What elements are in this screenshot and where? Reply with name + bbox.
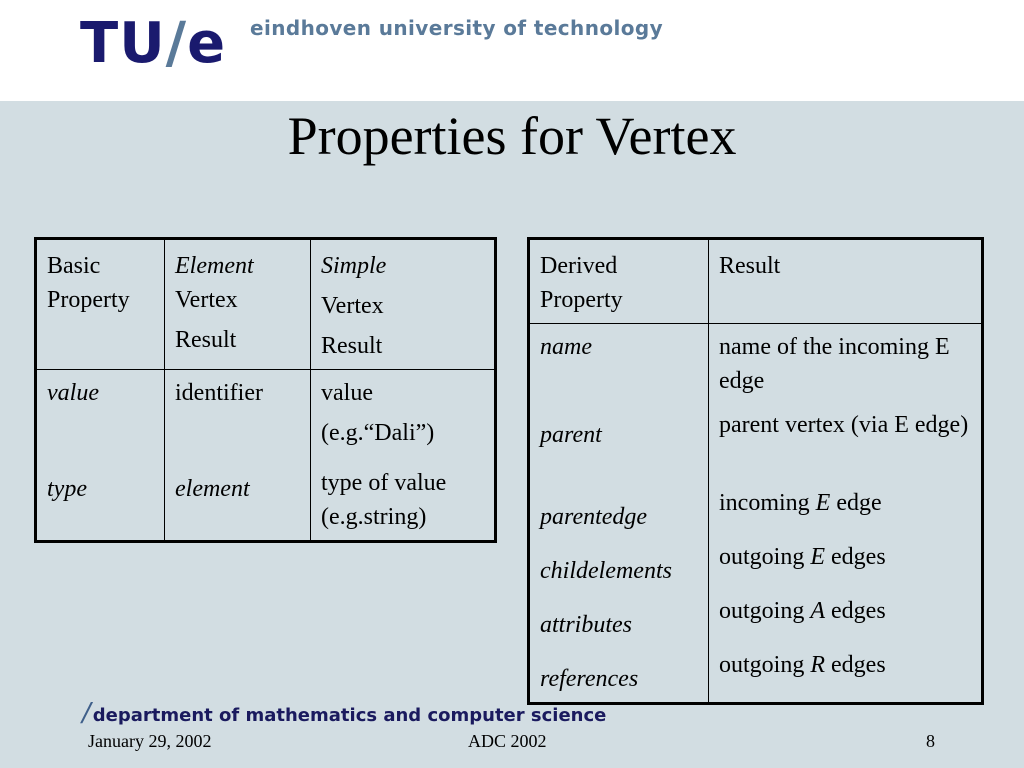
footer-event: ADC 2002 [468,731,547,751]
table-row [529,324,983,704]
header-text: Vertex [175,287,238,313]
footer-date: January 29, 2002 [88,731,212,751]
header-cell-simple [311,239,496,370]
department-name: department of mathematics and computer science [92,705,607,726]
basic-property-table [34,237,497,543]
property-name: attributes [540,612,633,638]
result-text: parent vertex (via E edge) [719,412,969,438]
header-text: Result [719,253,781,279]
header-bar [0,0,1024,101]
simple-text: type of value [321,470,447,496]
header-text: Element [175,253,254,279]
property-name: parentedge [540,504,648,530]
header-text: Result [321,333,383,359]
result-text: outgoing A edges [719,598,886,624]
property-name: childelements [540,558,672,584]
logo-e-text: e [187,11,227,76]
result-text: incoming E edge [719,490,882,516]
header-text: Property [47,287,130,313]
table-header-row [36,239,496,370]
header-text: Simple [321,253,387,279]
logo-tu-text: TU [80,11,166,76]
table-header-row [529,239,983,324]
department-footer [82,698,606,728]
simple-cell [311,370,496,542]
element-cell [165,370,311,542]
property-name: name [540,334,592,360]
result-text: outgoing E edges [719,544,886,570]
property-text: value [47,380,99,406]
element-text: element [175,476,250,502]
element-text: identifier [175,380,263,406]
header-cell-basic-property [36,239,165,370]
property-column [529,324,709,704]
result-text: name of the incoming E edge [719,334,950,394]
property-name: references [540,666,639,692]
result-column [709,324,983,704]
table-row [36,370,496,542]
header-cell-derived-property [529,239,709,324]
university-name: eindhoven university of technology [250,16,664,40]
dept-slash: / [82,698,91,728]
result-text: outgoing R edges [719,652,886,678]
property-cell [36,370,165,542]
page-number: 8 [926,731,935,751]
slide-title: Properties for Vertex [287,106,737,166]
header-text: Vertex [321,293,384,319]
header-text: Property [540,287,623,313]
property-text: type [47,476,87,502]
simple-text: (e.g.“Dali”) [321,420,435,446]
derived-property-table [527,237,984,705]
simple-text: value [321,380,373,406]
property-name: parent [540,422,602,448]
logo-slash: / [165,11,188,76]
header-text: Result [175,327,237,353]
header-cell-result [709,239,983,324]
header-text: Derived [540,253,618,279]
header-text: Basic [47,253,101,279]
header-cell-element [165,239,311,370]
tue-logo [80,8,226,80]
simple-text: (e.g.string) [321,504,427,530]
